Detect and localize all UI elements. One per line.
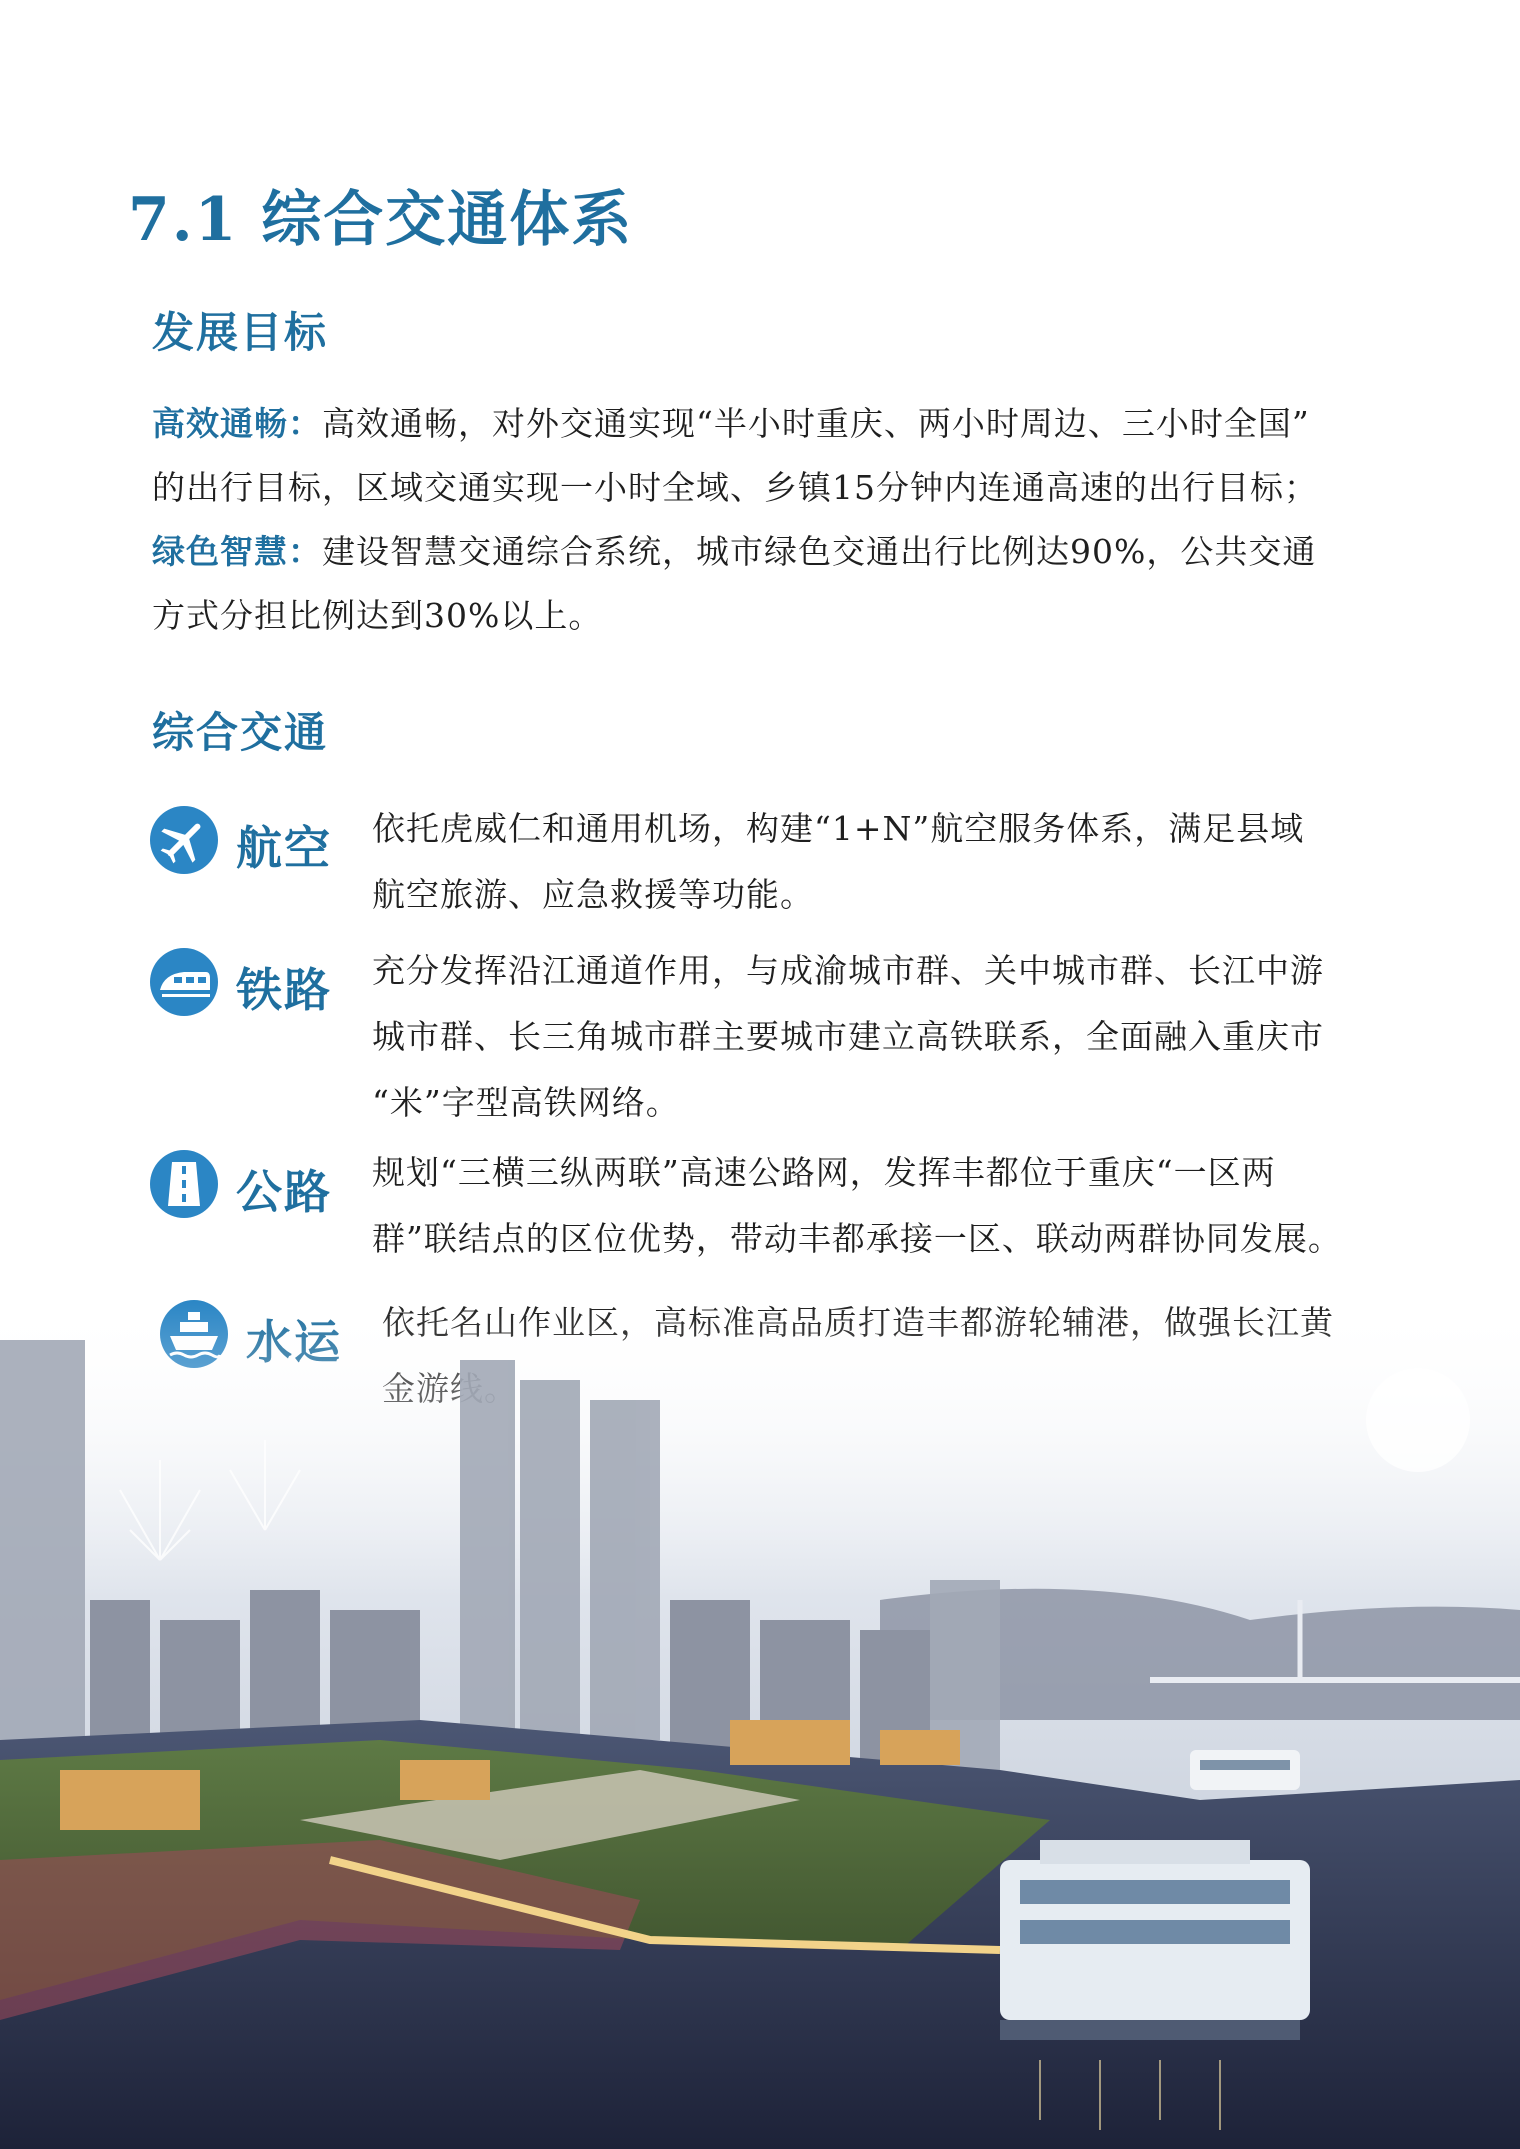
goal-line: 方式分担比例达到30%以上。 xyxy=(152,596,603,635)
transport-heading: 综合交通 xyxy=(152,708,329,757)
mode-label: 公路 xyxy=(236,1165,332,1219)
airplane-icon xyxy=(150,806,218,874)
mode-description: 充分发挥沿江通道作用，与成渝城市群、关中城市群、长江中游 城市群、长三角城市群主要城市建立高铁联系，全面融入重庆市 “米”字型高铁网络。 xyxy=(372,951,1324,1122)
road-icon xyxy=(150,1150,218,1218)
section-title: 7.1 综合交通体系 xyxy=(128,185,634,255)
train-icon xyxy=(150,948,218,1016)
mode-label: 航空 xyxy=(236,821,332,875)
goal-line: 绿色智慧：建设智慧交通综合系统，城市绿色交通出行比例达90%，公共交通 xyxy=(152,532,1317,571)
goal-line: 高效通畅：高效通畅，对外交通实现“半小时重庆、两小时周边、三小时全国” xyxy=(152,404,1310,443)
goals-paragraph xyxy=(152,392,1412,648)
goal-line: 的出行目标，区域交通实现一小时全域、乡镇15分钟内连通高速的出行目标； xyxy=(152,468,1318,507)
goals-heading: 发展目标 xyxy=(152,308,329,357)
riverside-city-illustration xyxy=(0,1300,1520,2149)
mode-description: 规划“三横三纵两联”高速公路网，发挥丰都位于重庆“一区两 群”联结点的区位优势，带动丰都承接一区、联动两群协同发展。 xyxy=(372,1153,1342,1258)
mode-label: 铁路 xyxy=(236,963,332,1017)
mode-description: 依托虎威仁和通用机场，构建“1+N”航空服务体系，满足县域 航空旅游、应急救援等功能。 xyxy=(372,809,1305,914)
